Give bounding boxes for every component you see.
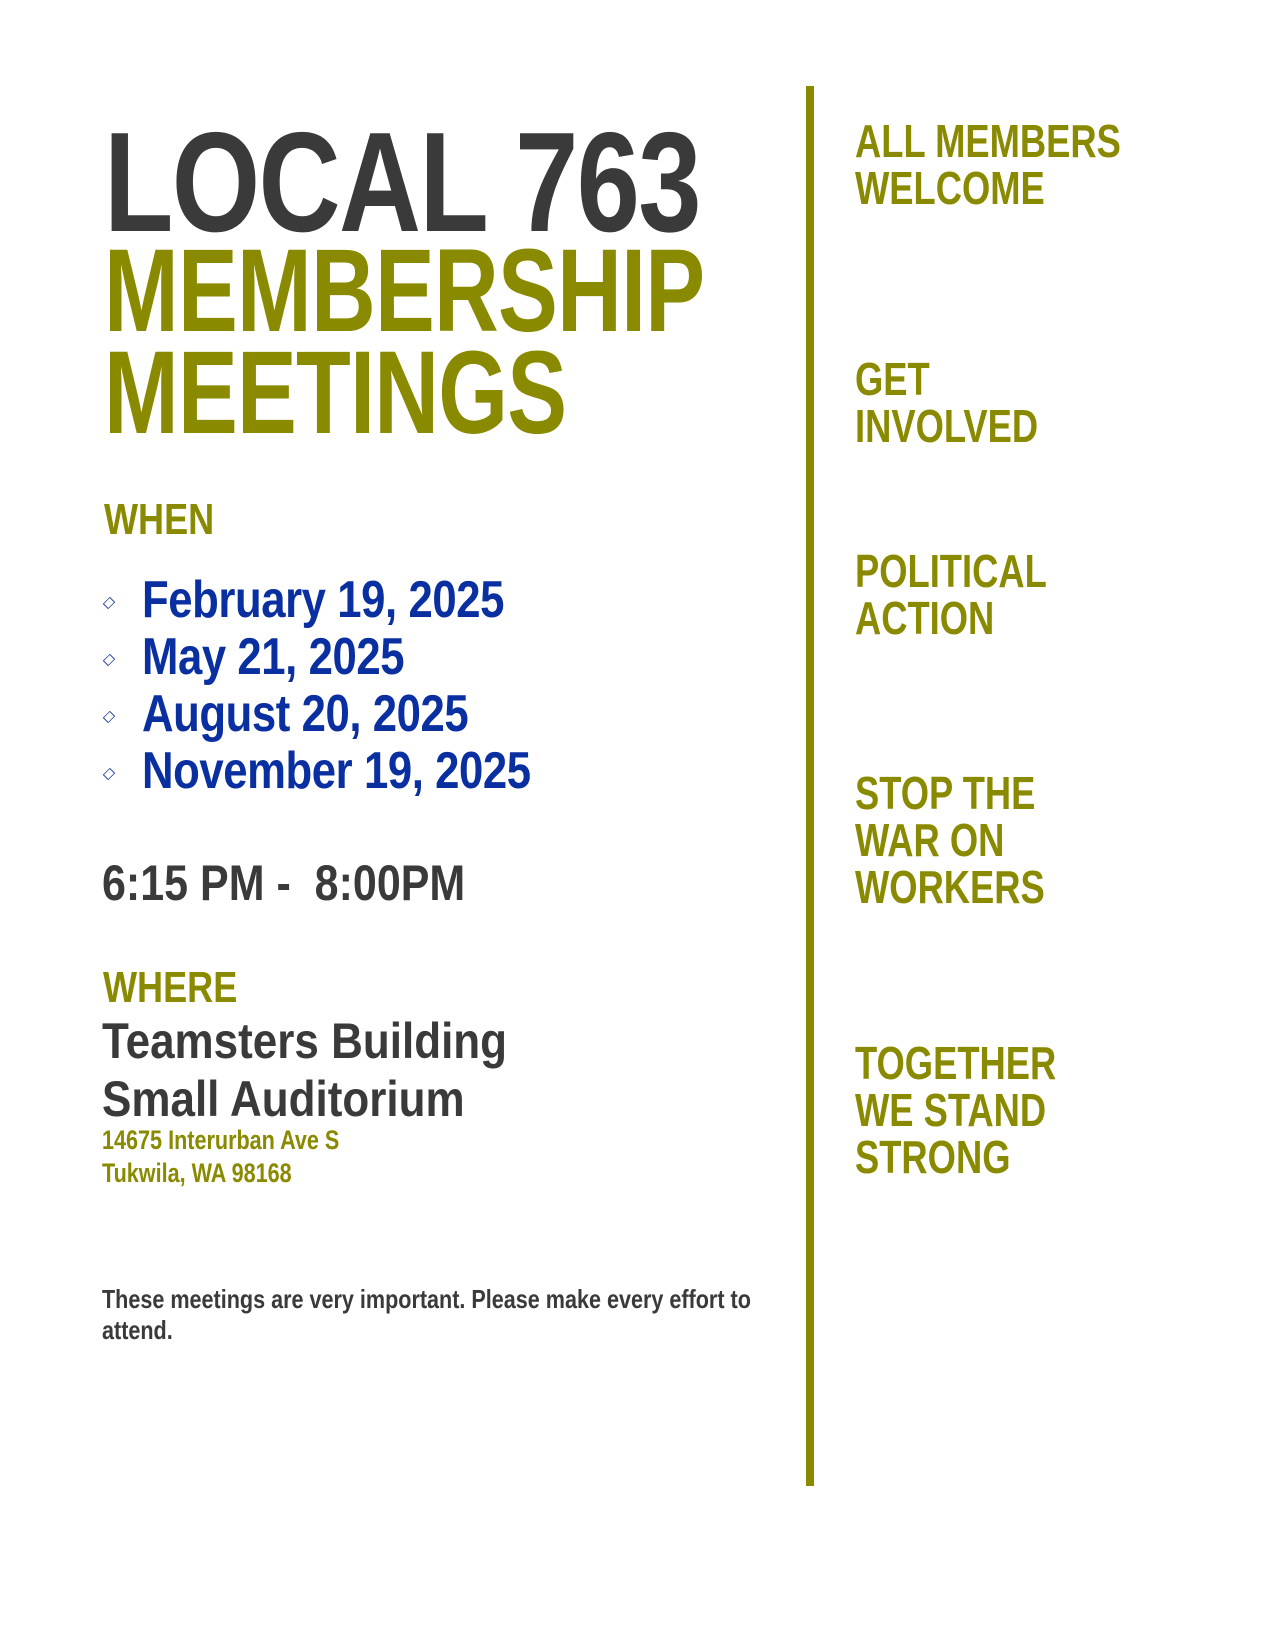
- slogan-line: POLITICAL: [855, 545, 1047, 597]
- vertical-divider: [806, 86, 814, 1486]
- slogan-line: WORKERS: [855, 861, 1045, 913]
- slogan-line: WE STAND: [855, 1084, 1047, 1136]
- slogan-line: ACTION: [855, 592, 995, 644]
- slogan-block: [855, 1037, 1110, 1183]
- slogan-line: GET: [855, 353, 930, 405]
- attendance-note: These meetings are very important. Please make every effort to attend.: [102, 1284, 751, 1345]
- diamond-bullet-icon: [103, 768, 115, 780]
- slogan-line: STRONG: [855, 1131, 1011, 1183]
- slogan-line: TOGETHER: [855, 1037, 1057, 1089]
- where-heading: WHERE: [103, 963, 238, 1012]
- meeting-date: February 19, 2025: [142, 571, 504, 629]
- diamond-bullet-icon: [103, 597, 115, 609]
- meeting-date: November 19, 2025: [142, 742, 531, 800]
- title-meetings: MEETINGS: [104, 327, 567, 459]
- venue-name: Teamsters Building: [102, 1013, 508, 1069]
- slogan-line: WELCOME: [855, 162, 1045, 214]
- slogan-block: [855, 545, 1098, 644]
- slogan-line: STOP THE: [855, 767, 1036, 819]
- address-city: Tukwila, WA 98168: [102, 1158, 292, 1188]
- slogan-line: INVOLVED: [855, 400, 1039, 452]
- slogan-line: WAR ON: [855, 814, 1005, 866]
- when-heading: WHEN: [104, 495, 215, 544]
- venue-room: Small Auditorium: [102, 1071, 465, 1127]
- slogan-line: ALL MEMBERS: [855, 115, 1121, 167]
- meeting-date: May 21, 2025: [142, 628, 405, 686]
- title-local-number: LOCAL 763: [104, 103, 700, 262]
- title-membership: MEMBERSHIP: [104, 225, 705, 357]
- slogan-block: [855, 115, 1192, 214]
- meeting-time: 6:15 PM - 8:00PM: [102, 855, 466, 911]
- diamond-bullet-icon: [103, 711, 115, 723]
- meeting-date: August 20, 2025: [142, 685, 469, 743]
- diamond-bullet-icon: [103, 654, 115, 666]
- slogan-block: [855, 353, 1087, 452]
- slogan-block: [855, 767, 1095, 913]
- address-street: 14675 Interurban Ave S: [102, 1125, 340, 1155]
